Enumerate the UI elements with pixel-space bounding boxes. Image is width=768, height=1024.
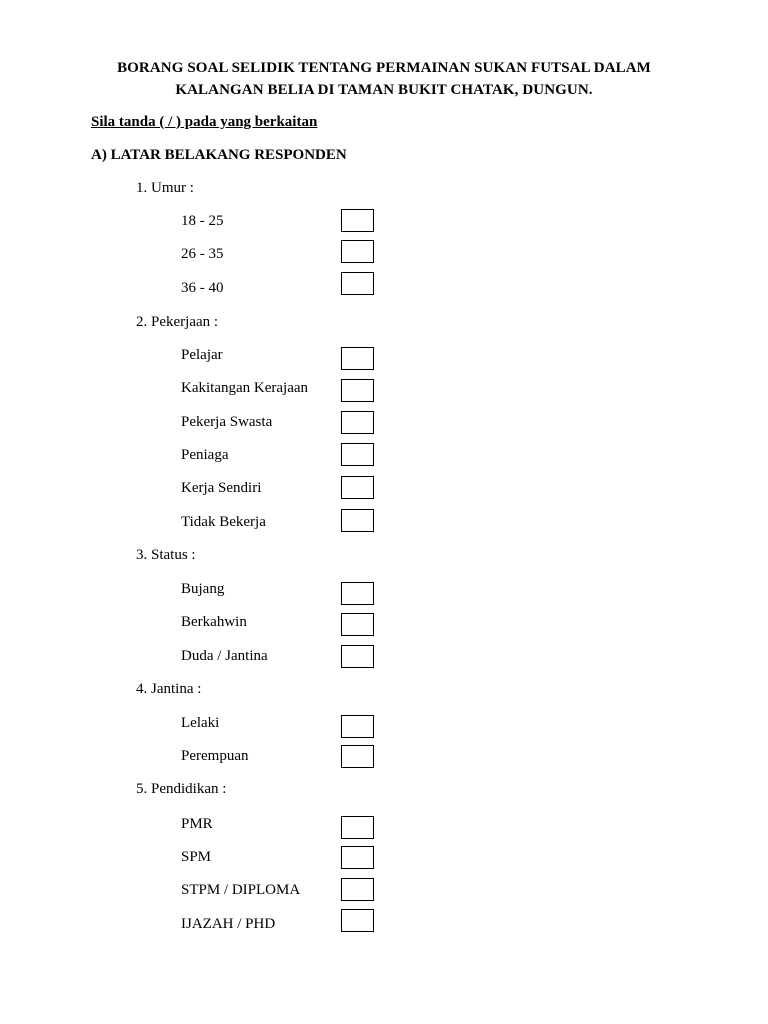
- checkbox-peniaga[interactable]: [341, 443, 374, 466]
- checkbox-ijazah-phd[interactable]: [341, 909, 374, 932]
- section-a-heading: A) LATAR BELAKANG RESPONDEN: [91, 147, 347, 163]
- form-title-line-1: BORANG SOAL SELIDIK TENTANG PERMAINAN SUKAN FUTSAL DALAM: [117, 60, 651, 76]
- question-umur-label: 1. Umur :: [136, 180, 194, 196]
- option-label-tidak-bekerja: Tidak Bekerja: [181, 514, 266, 530]
- option-label-pekerja-swasta: Pekerja Swasta: [181, 414, 273, 430]
- checkbox-tidak-bekerja[interactable]: [341, 509, 374, 532]
- checkbox-spm[interactable]: [341, 846, 374, 869]
- checkbox-umur-26-35[interactable]: [341, 240, 374, 263]
- option-label-spm: SPM: [181, 849, 212, 865]
- checkbox-pelajar[interactable]: [341, 347, 374, 370]
- checkbox-perempuan[interactable]: [341, 745, 374, 768]
- option-label-peniaga: Peniaga: [181, 447, 229, 463]
- option-label-umur-36-40: 36 - 40: [181, 280, 224, 296]
- option-label-kakitangan-kerajaan: Kakitangan Kerajaan: [181, 380, 309, 396]
- option-label-kerja-sendiri: Kerja Sendiri: [181, 480, 262, 496]
- option-label-duda-jantina: Duda / Jantina: [181, 648, 268, 664]
- checkbox-lelaki[interactable]: [341, 715, 374, 738]
- question-pendidikan-label: 5. Pendidikan :: [136, 781, 227, 797]
- option-label-umur-26-35: 26 - 35: [181, 246, 224, 262]
- checkbox-umur-18-25[interactable]: [341, 209, 374, 232]
- option-label-pmr: PMR: [181, 816, 213, 832]
- question-status-label: 3. Status :: [136, 547, 196, 563]
- checkbox-umur-36-40[interactable]: [341, 272, 374, 295]
- form-title-line-2: KALANGAN BELIA DI TAMAN BUKIT CHATAK, DUNGUN.: [175, 82, 593, 98]
- option-label-perempuan: Perempuan: [181, 748, 249, 764]
- question-pekerjaan-label: 2. Pekerjaan :: [136, 314, 219, 330]
- question-jantina-label: 4. Jantina :: [136, 681, 202, 697]
- checkbox-bujang[interactable]: [341, 582, 374, 605]
- checkbox-stpm-diploma[interactable]: [341, 878, 374, 901]
- option-label-bujang: Bujang: [181, 581, 225, 597]
- instruction-text: Sila tanda ( / ) pada yang berkaitan: [91, 114, 318, 130]
- checkbox-duda-jantina[interactable]: [341, 645, 374, 668]
- checkbox-pekerja-swasta[interactable]: [341, 411, 374, 434]
- option-label-pelajar: Pelajar: [181, 347, 223, 363]
- option-label-lelaki: Lelaki: [181, 715, 220, 731]
- option-label-ijazah-phd: IJAZAH / PHD: [181, 916, 276, 932]
- checkbox-berkahwin[interactable]: [341, 613, 374, 636]
- option-label-berkahwin: Berkahwin: [181, 614, 247, 630]
- checkbox-kerja-sendiri[interactable]: [341, 476, 374, 499]
- checkbox-kakitangan-kerajaan[interactable]: [341, 379, 374, 402]
- checkbox-pmr[interactable]: [341, 816, 374, 839]
- option-label-umur-18-25: 18 - 25: [181, 213, 224, 229]
- option-label-stpm-diploma: STPM / DIPLOMA: [181, 882, 301, 898]
